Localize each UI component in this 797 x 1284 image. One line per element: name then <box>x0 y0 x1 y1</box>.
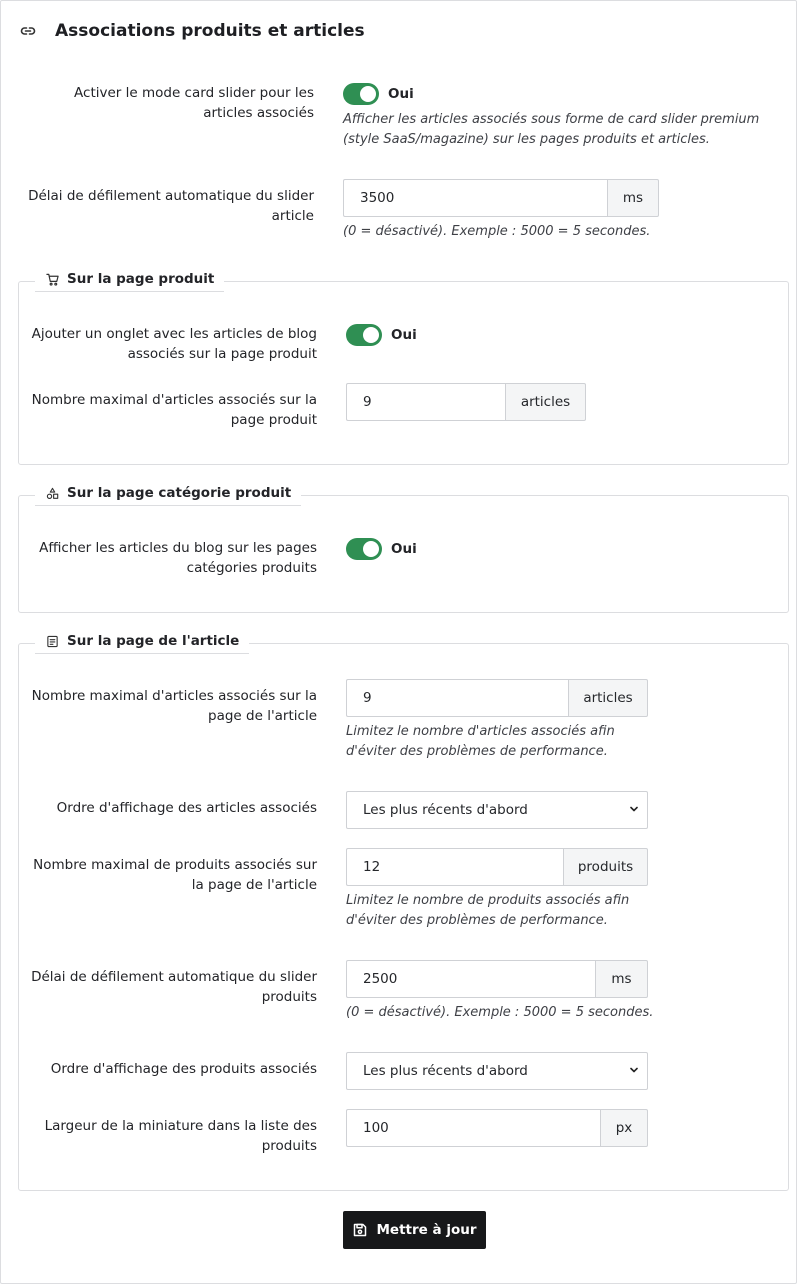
save-button[interactable] <box>343 1211 486 1249</box>
product-max-articles-group <box>346 383 586 421</box>
cart-icon <box>45 272 59 286</box>
thumb-width-group <box>346 1109 648 1147</box>
products-order-select[interactable] <box>346 1052 648 1090</box>
document-icon <box>45 634 59 648</box>
card-slider-toggle[interactable] <box>343 83 414 105</box>
article-slider-delay-input[interactable]: 3500 <box>343 179 607 217</box>
unit-addon: px <box>600 1109 648 1147</box>
shapes-icon <box>45 486 59 500</box>
article-max-articles-input[interactable]: 9 <box>346 679 568 717</box>
panel-title: Associations produits et articles <box>55 21 365 41</box>
product-tab-label: Ajouter un onglet avec les articles de blog associés sur la page produit <box>31 326 317 362</box>
product-tab-toggle[interactable] <box>346 324 417 346</box>
article-max-articles-label: Nombre maximal d'articles associés sur la page de l'article <box>31 688 317 724</box>
thumb-width-label: Largeur de la miniature dans la liste des produits <box>44 1118 317 1154</box>
product-slider-delay-group <box>346 960 648 998</box>
toggle-switch[interactable] <box>346 324 382 346</box>
product-page-legend <box>35 271 224 292</box>
unit-addon: produits <box>563 848 648 886</box>
product-slider-delay-input[interactable]: 2500 <box>346 960 595 998</box>
article-max-products-group <box>346 848 648 886</box>
toggle-state: Oui <box>391 327 417 343</box>
panel-header <box>19 21 365 41</box>
chevron-down-icon <box>629 1063 639 1079</box>
unit-addon: ms <box>595 960 648 998</box>
article-page-legend <box>35 633 249 654</box>
unit-addon: articles <box>505 383 586 421</box>
card-slider-help: Afficher les articles associés sous forme de card slider premium (style SaaS/magazine) sur les pages produits et articles. <box>343 112 760 147</box>
toggle-switch[interactable] <box>346 538 382 560</box>
save-icon <box>353 1223 367 1237</box>
article-slider-delay-help: (0 = désactivé). Exemple : 5000 = 5 secondes. <box>343 224 651 239</box>
product-max-articles-label: Nombre maximal d'articles associés sur la page produit <box>31 392 317 428</box>
product-slider-delay-label: Délai de défilement automatique du slider produits <box>31 969 317 1005</box>
unit-addon: articles <box>568 679 648 717</box>
product-slider-delay-help: (0 = désactivé). Exemple : 5000 = 5 secondes. <box>346 1005 654 1020</box>
article-max-articles-group <box>346 679 648 717</box>
select-value: Les plus récents d'abord <box>363 1063 528 1079</box>
toggle-switch[interactable] <box>343 83 379 105</box>
thumb-width-input[interactable]: 100 <box>346 1109 600 1147</box>
product-page-fieldset <box>18 271 789 465</box>
toggle-state: Oui <box>388 86 414 102</box>
card-slider-label: Activer le mode card slider pour les articles associés <box>74 85 314 121</box>
article-max-products-input[interactable]: 12 <box>346 848 563 886</box>
legend-text: Sur la page produit <box>67 271 215 287</box>
category-page-legend <box>35 485 301 506</box>
category-show-toggle[interactable] <box>346 538 417 560</box>
article-max-products-help: Limitez le nombre de produits associés afin d'éviter des problèmes de performance. <box>346 893 630 928</box>
articles-order-label: Ordre d'affichage des articles associés <box>56 800 317 816</box>
category-show-label: Afficher les articles du blog sur les pages catégories produits <box>39 540 317 576</box>
product-max-articles-input[interactable]: 9 <box>346 383 505 421</box>
articles-order-select[interactable] <box>346 791 648 829</box>
products-order-label: Ordre d'affichage des produits associés <box>50 1061 317 1077</box>
toggle-state: Oui <box>391 541 417 557</box>
link-icon <box>19 22 37 40</box>
unit-addon: ms <box>607 179 659 217</box>
article-slider-delay-label: Délai de défilement automatique du slider article <box>28 188 314 224</box>
article-max-products-label: Nombre maximal de produits associés sur la page de l'article <box>33 857 317 893</box>
article-slider-delay-group <box>343 179 659 217</box>
save-label: Mettre à jour <box>376 1222 477 1238</box>
article-max-articles-help: Limitez le nombre d'articles associés afin d'éviter des problèmes de performance. <box>346 724 615 759</box>
legend-text: Sur la page de l'article <box>67 633 240 649</box>
select-value: Les plus récents d'abord <box>363 802 528 818</box>
chevron-down-icon <box>629 802 639 818</box>
legend-text: Sur la page catégorie produit <box>67 485 292 501</box>
